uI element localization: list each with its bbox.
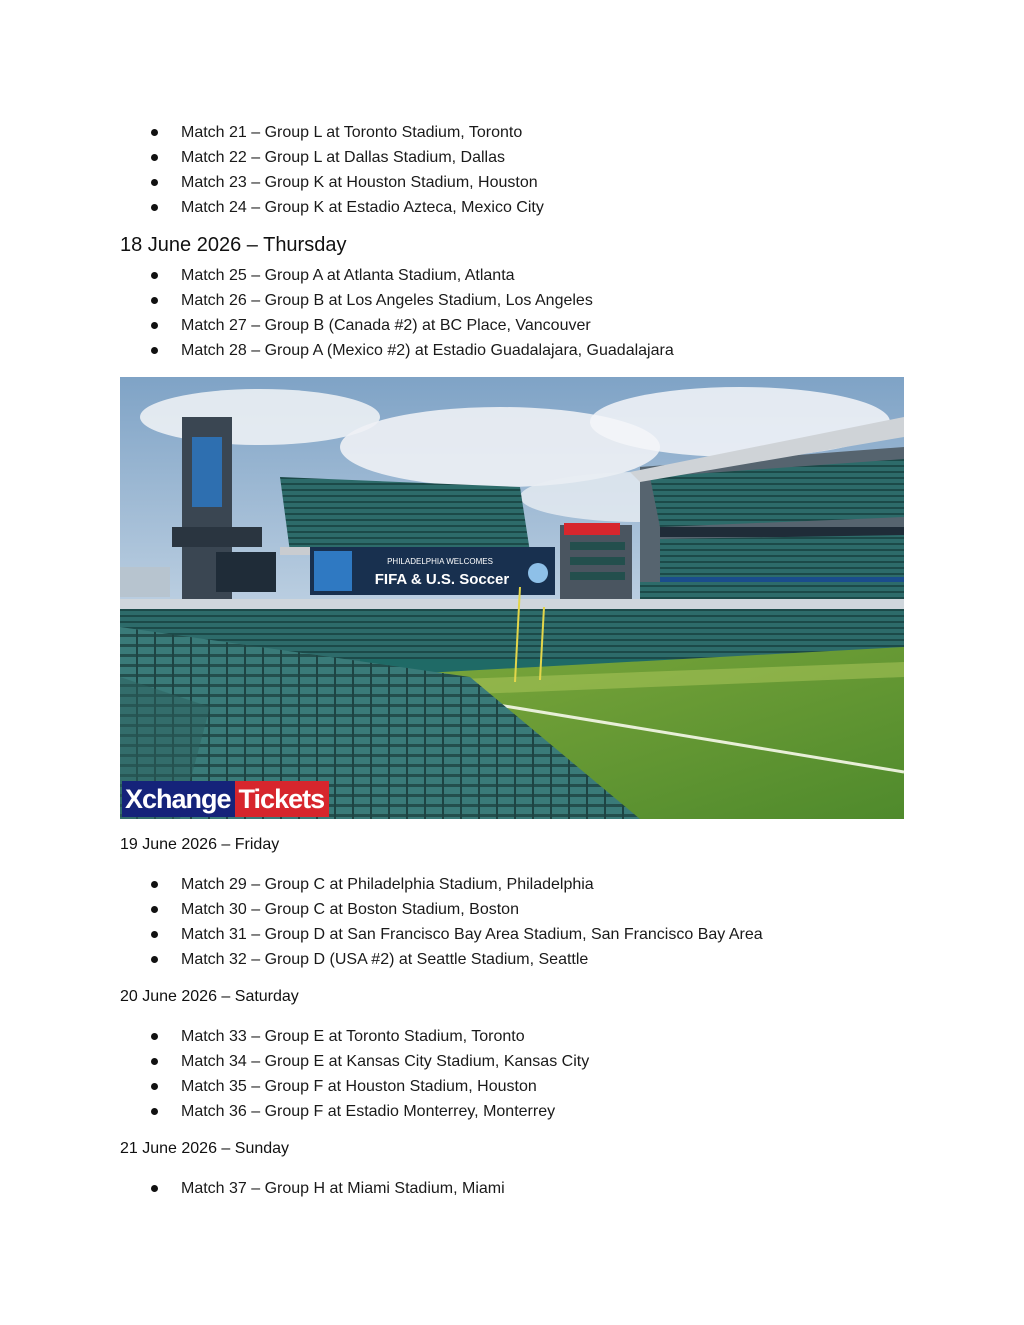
list-item: Match 29 – Group C at Philadelphia Stadium, Philadelphia (120, 872, 763, 897)
match-list-19-june (120, 872, 763, 972)
match-list-21-june (120, 1176, 505, 1201)
bullet-icon (151, 129, 158, 136)
bullet-icon (151, 1058, 158, 1065)
bullet-icon (151, 204, 158, 211)
bullet-icon (151, 272, 158, 279)
bullet-icon (151, 956, 158, 963)
list-item: Match 32 – Group D (USA #2) at Seattle Stadium, Seattle (120, 947, 763, 972)
billboard-line2: FIFA & U.S. Soccer (374, 571, 510, 588)
bullet-icon (151, 881, 158, 888)
bullet-icon (151, 1033, 158, 1040)
bullet-icon (151, 297, 158, 304)
list-item: Match 26 – Group B at Los Angeles Stadium, Los Angeles (120, 288, 674, 313)
list-item: Match 23 – Group K at Houston Stadium, Houston (120, 170, 544, 195)
upper-stand-center (280, 477, 530, 552)
list-item: Match 27 – Group B (Canada #2) at BC Place, Vancouver (120, 313, 674, 338)
list-item: Match 24 – Group K at Estadio Azteca, Mexico City (120, 195, 544, 220)
list-item: Match 28 – Group A (Mexico #2) at Estadio Guadalajara, Guadalajara (120, 338, 674, 363)
list-item: Match 21 – Group L at Toronto Stadium, Toronto (120, 120, 544, 145)
bullet-icon (151, 906, 158, 913)
bullet-icon (151, 347, 158, 354)
match-list-17-june (120, 120, 544, 220)
stadium-photo (120, 377, 904, 819)
list-item: Match 30 – Group C at Boston Stadium, Boston (120, 897, 763, 922)
day-heading-18-june: 18 June 2026 – Thursday (120, 234, 347, 256)
list-item: Match 34 – Group E at Kansas City Stadium, Kansas City (120, 1049, 589, 1074)
watermark-logo: Xchange Tickets (122, 781, 329, 817)
match-list-20-june (120, 1024, 589, 1124)
billboard-line1: PHILADELPHIA WELCOMES (387, 557, 493, 566)
list-item: Match 22 – Group L at Dallas Stadium, Dallas (120, 145, 544, 170)
bullet-icon (151, 179, 158, 186)
bullet-icon (151, 1185, 158, 1192)
bullet-icon (151, 154, 158, 161)
day-heading-20-june: 20 June 2026 – Saturday (120, 988, 299, 1005)
list-item: Match 36 – Group F at Estadio Monterrey, Monterrey (120, 1099, 589, 1124)
day-heading-19-june: 19 June 2026 – Friday (120, 836, 280, 853)
stadium-illustration (120, 377, 904, 819)
bullet-icon (151, 1083, 158, 1090)
list-item: Match 31 – Group D at San Francisco Bay Area Stadium, San Francisco Bay Area (120, 922, 763, 947)
list-item: Match 25 – Group A at Atlanta Stadium, Atlanta (120, 263, 674, 288)
bullet-icon (151, 1108, 158, 1115)
list-item: Match 37 – Group H at Miami Stadium, Miami (120, 1176, 505, 1201)
bullet-icon (151, 322, 158, 329)
list-item: Match 33 – Group E at Toronto Stadium, Toronto (120, 1024, 589, 1049)
day-heading-21-june: 21 June 2026 – Sunday (120, 1140, 290, 1157)
match-list-18-june (120, 263, 674, 363)
list-item: Match 35 – Group F at Houston Stadium, Houston (120, 1074, 589, 1099)
bullet-icon (151, 931, 158, 938)
